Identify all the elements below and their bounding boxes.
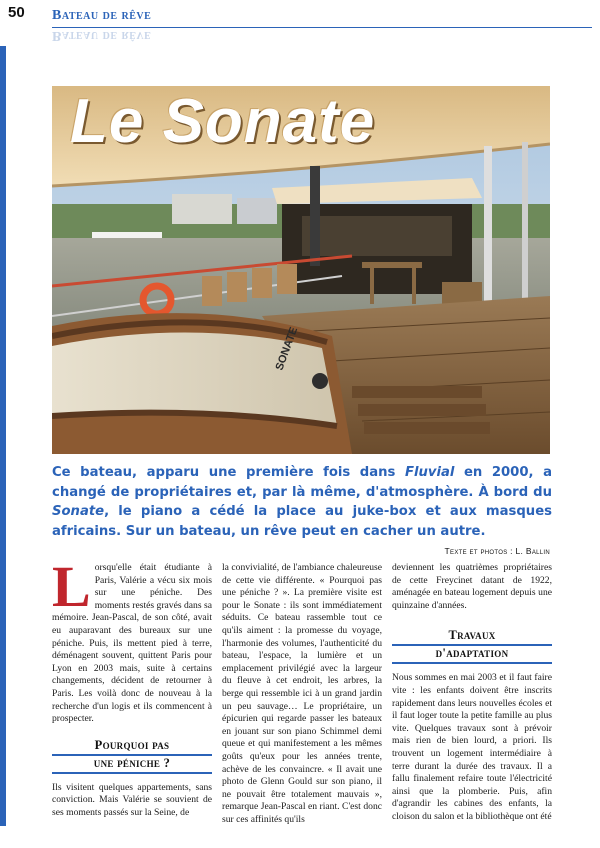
header-rule (52, 27, 592, 28)
subhead-line-2: une péniche ? (52, 756, 212, 774)
page-number: 50 (8, 4, 25, 21)
subhead-line-2: d'adaptation (392, 646, 552, 664)
lead-boat-name: Sonate (52, 504, 105, 519)
section-rubric-reflection: Bateau de rêve (52, 28, 152, 43)
article-title: Le Sonate (70, 87, 376, 156)
col1-paragraph-1 (52, 554, 212, 726)
col1-paragraph-2: Ils visitent quelques appartements, sans conviction. Mais Valérie se souvient de ses moments passés sur la Seine, de (52, 781, 212, 818)
article-column-3 (392, 562, 552, 824)
lead-part2: en 2000, a changé de propriétaires et, par là même, d'atmosphère. À bord du (52, 465, 552, 500)
section-rubric: Bateau de rêve (52, 8, 152, 23)
page-side-bar (0, 46, 6, 826)
col3-paragraph-2: Nous sommes en mai 2003 et il faut faire vite : les enfants doivent être inscrits rapidement dans leurs nouvelles écoles et il faut loger toute la petite famille au plus vite. Quelques travaux sont à prévoir mais rien de bien lourd, a priori. Ils trouvent un logement intermédiaire à terre durant la durée des travaux. Il a fallu finalement refaire toute l'électricité ainsi que la plomberie. Puis, afin d'agrandir les cabines des enfants, la cloison du salon et la bibliothèque ont été (392, 672, 552, 822)
article-lead (52, 463, 552, 541)
subhead-line-1: Pourquoi pas (52, 738, 212, 756)
col1-paragraph-1-text: orsqu'elle était étudiante à Paris, Valérie a vécu six mois sur une péniche. Des moments restés gravés dans sa mémoire. Jean-Pascal, de son côté, avait eu auparavant des bureaux sur une péniche. Puis, ils mettent pied à terre, déménagent souvent, quittent Paris pour Lyon en 2003 mais, suite à certains changements, décident de retourner à Paris. Les voilà donc de nouveau à la recherche d'un logis et ils commencent à prospecter. (52, 562, 212, 725)
drop-cap: L (52, 554, 91, 619)
article-column-2 (222, 562, 382, 826)
col3-paragraph-1: deviennent les quatrièmes propriétaires de cette Freycinet datant de 1922, aménagée en bateau logement depuis une quinzaine d'années. (392, 562, 552, 611)
subhead-pourquoi-pas (52, 738, 212, 774)
subhead-line-1: Travaux (392, 628, 552, 646)
subhead-travaux (392, 628, 552, 664)
photo-credits: Texte et photos : L. Ballin (444, 546, 550, 556)
lead-part1: Ce bateau, apparu une première fois dans (52, 465, 405, 480)
main-photo (52, 86, 550, 454)
col2-paragraph-1: la convivialité, de l'ambiance chaleureuse de cette vie différente. « Pourquoi pas une péniche ? ». La première visite est pour le Sonate : ils sont immédiatement séduits. Ce bateau rassemble tout ce qu'ils aiment : la promesse du voyage, l'harmonie des volumes, l'authenticité du bateau, l'espace, la lumière et un emplacement privilégié avec la largeur du fleuve à cet endroit, les arbres, la berge qui ressemble ici à un grand jardin un peu sauvage… Le propriétaire, un épicurien qui regarde passer les bateaux en jouant sur son piano Schimmel demi queue et qui manifestement a les mêmes goûts qu'eux pour les années trente, achève de les convaincre. « Il avait une photo de Glenn Gould sur son piano, il ne pouvait être totalement mauvais », remarque Jean-Pascal en riant. C'est donc sur ces affinités qu'ils (222, 562, 382, 825)
lead-part3: , le piano a cédé la place au juke-box et aux masques africains. Sur un bateau, un rêve peut en cacher un autre. (52, 504, 552, 539)
hull-name-lettering: SONATE (273, 325, 301, 373)
article-column-1 (52, 554, 212, 820)
lead-magazine-name: Fluvial (404, 465, 455, 480)
